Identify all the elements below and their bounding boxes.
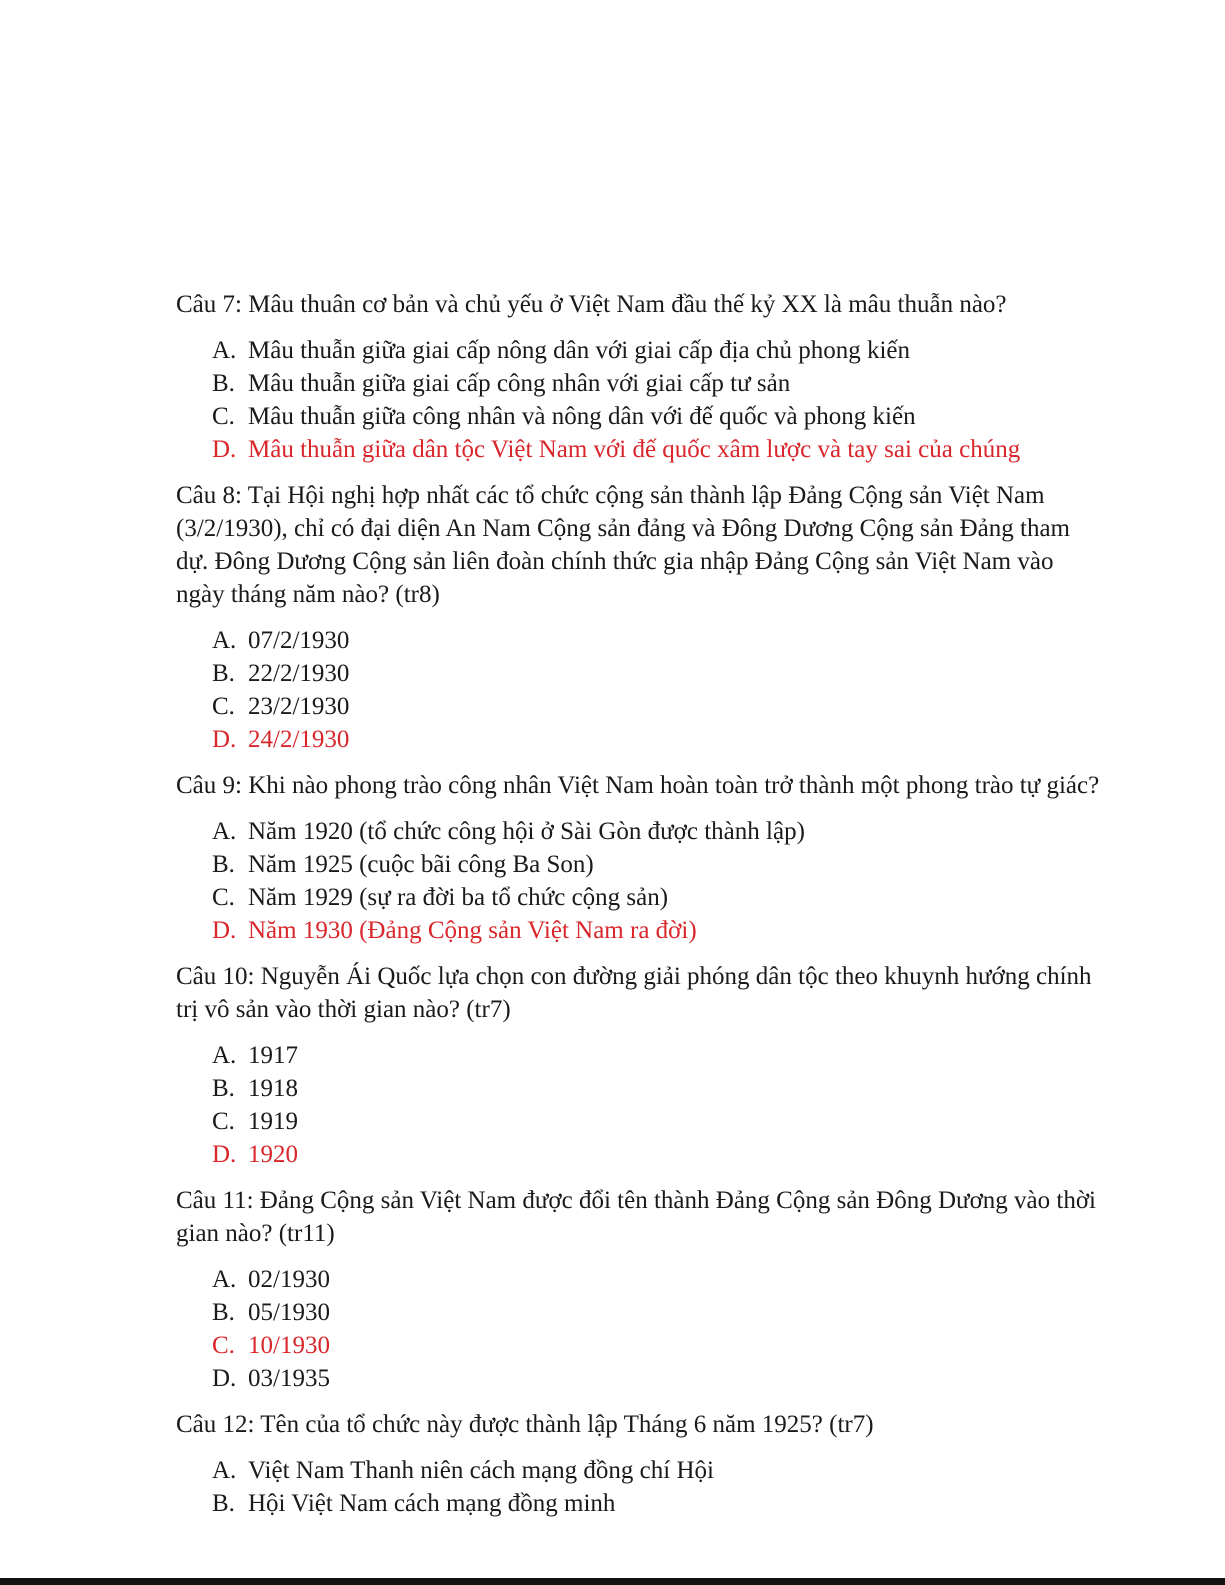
option-c: C. Mâu thuẫn giữa công nhân và nông dân với đế quốc và phong kiến xyxy=(212,403,916,430)
option-b: B. Năm 1925 (cuộc bãi công Ba Son) xyxy=(212,851,594,878)
option-list xyxy=(176,1454,1106,1520)
option-list xyxy=(176,1039,1106,1171)
option-d: D. 03/1935 xyxy=(212,1365,330,1392)
option-d-correct: D. 24/2/1930 xyxy=(212,726,350,753)
option-c: C. Năm 1929 (sự ra đời ba tổ chức cộng sản) xyxy=(212,884,669,911)
question-9 xyxy=(176,769,1106,947)
option-a: A. 07/2/1930 xyxy=(212,627,350,654)
question-8 xyxy=(176,479,1106,756)
option-c-correct: C. 10/1930 xyxy=(212,1332,330,1359)
option-d-correct: D. 1920 xyxy=(212,1141,298,1168)
option-a: A. Việt Nam Thanh niên cách mạng đồng chí Hội xyxy=(212,1457,714,1484)
question-12 xyxy=(176,1408,1106,1520)
question-text: Câu 10: Nguyễn Ái Quốc lựa chọn con đường giải phóng dân tộc theo khuynh hướng chính trị vô sản vào thời gian nào? (tr7) xyxy=(176,963,1098,1023)
question-11 xyxy=(176,1184,1106,1395)
option-b: B. 22/2/1930 xyxy=(212,660,350,687)
page-bottom-edge xyxy=(0,1578,1225,1585)
option-b: B. 1918 xyxy=(212,1075,298,1102)
option-b: B. Mâu thuẫn giữa giai cấp công nhân với giai cấp tư sản xyxy=(212,370,791,397)
option-a: A. 02/1930 xyxy=(212,1266,330,1293)
option-a: A. Năm 1920 (tổ chức công hội ở Sài Gòn được thành lập) xyxy=(212,818,805,845)
question-7 xyxy=(176,288,1106,466)
option-a: A. Mâu thuẫn giữa giai cấp nông dân với giai cấp địa chủ phong kiến xyxy=(212,337,911,364)
option-c: C. 23/2/1930 xyxy=(212,693,350,720)
option-b: B. 05/1930 xyxy=(212,1299,330,1326)
option-a: A. 1917 xyxy=(212,1042,298,1069)
option-list xyxy=(176,624,1106,756)
option-d-correct: D. Mâu thuẫn giữa dân tộc Việt Nam với đế quốc xâm lược và tay sai của chúng xyxy=(212,436,1021,463)
question-text: Câu 12: Tên của tổ chức này được thành lập Tháng 6 năm 1925? (tr7) xyxy=(176,1411,874,1438)
question-text: Câu 8: Tại Hội nghị hợp nhất các tổ chức cộng sản thành lập Đảng Cộng sản Việt Nam (3/2/1930), chỉ có đại diện An Nam Cộng sản đảng và Đông Dương Cộng sản Đảng tham dự. Đông Dương Cộng sản liên đoàn chính thức gia nhập Đảng Cộng sản Việt Nam vào ngày tháng năm nào? (tr8) xyxy=(176,482,1077,608)
option-list xyxy=(176,815,1106,947)
quiz-document xyxy=(176,288,1106,1533)
option-c: C. 1919 xyxy=(212,1108,298,1135)
option-b: B. Hội Việt Nam cách mạng đồng minh xyxy=(212,1490,616,1517)
question-10 xyxy=(176,960,1106,1171)
option-list xyxy=(176,334,1106,466)
option-d-correct: D. Năm 1930 (Đảng Cộng sản Việt Nam ra đời) xyxy=(212,917,697,944)
option-list xyxy=(176,1263,1106,1395)
question-text: Câu 9: Khi nào phong trào công nhân Việt Nam hoàn toàn trở thành một phong trào tự giác? xyxy=(176,772,1100,799)
question-text: Câu 11: Đảng Cộng sản Việt Nam được đổi tên thành Đảng Cộng sản Đông Dương vào thời gian nào? (tr11) xyxy=(176,1187,1103,1247)
question-text: Câu 7: Mâu thuân cơ bản và chủ yếu ở Việt Nam đầu thế kỷ XX là mâu thuẫn nào? xyxy=(176,291,1007,318)
